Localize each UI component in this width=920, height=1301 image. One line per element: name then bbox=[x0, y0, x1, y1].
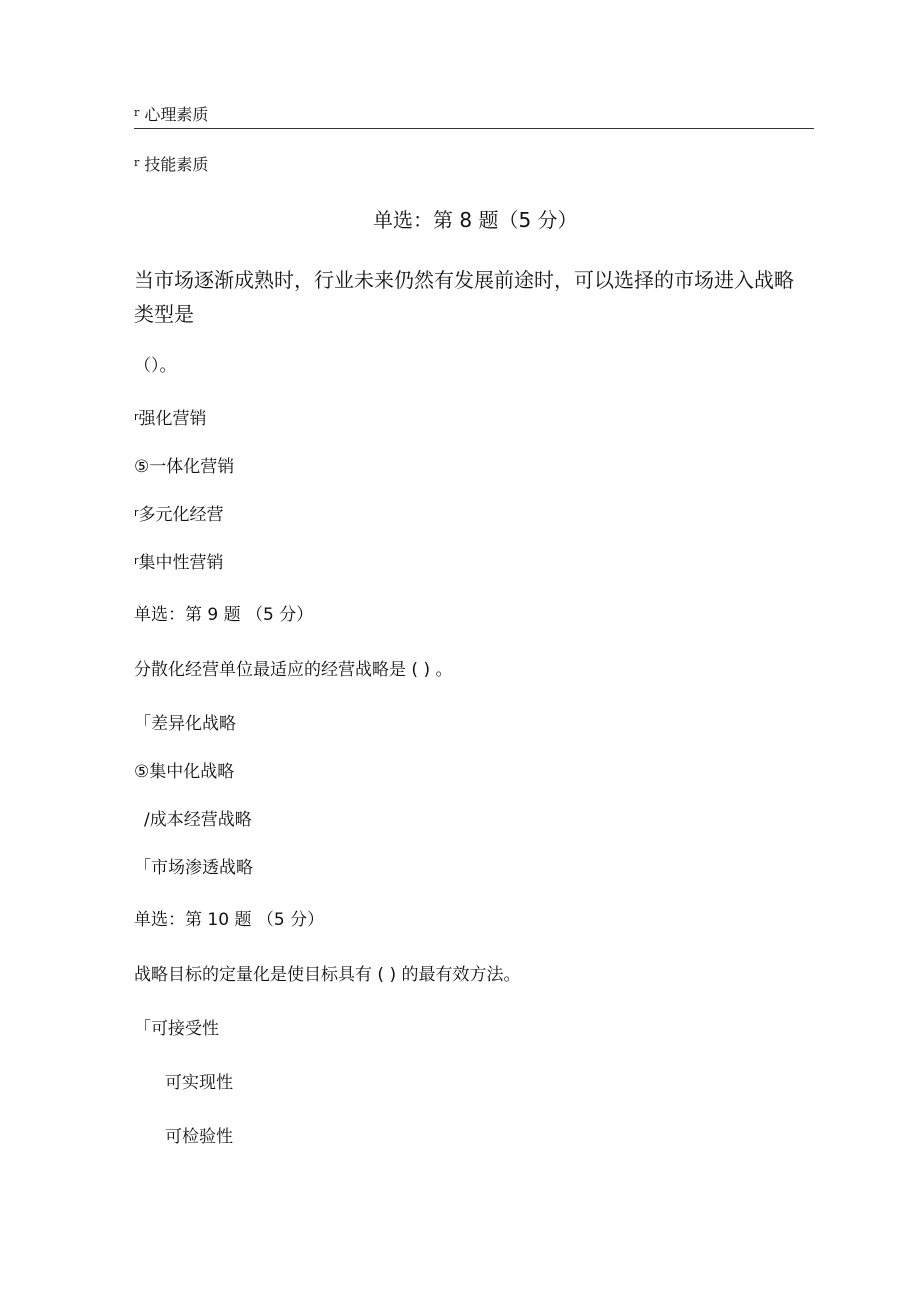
option-label: 差异化战略 bbox=[151, 714, 236, 734]
q8-option-3[interactable] bbox=[134, 507, 224, 524]
q9-option-1[interactable] bbox=[134, 716, 236, 733]
question-8-stem-line1: 当市场逐渐成熟时，行业未来仍然有发展前途时，可以选择的市场进入战略 bbox=[134, 268, 794, 292]
option-label: 可实现性 bbox=[165, 1073, 233, 1093]
radio-marker: 「 bbox=[134, 714, 151, 734]
question-10-stem: 战略目标的定量化是使目标具有 ( ) 的最有效方法。 bbox=[134, 965, 521, 985]
q10-option-3[interactable] bbox=[165, 1129, 233, 1146]
option-label: 可检验性 bbox=[165, 1127, 233, 1147]
q10-option-1[interactable] bbox=[134, 1021, 219, 1038]
option-label: 技能素质 bbox=[144, 155, 209, 174]
radio-marker: r bbox=[134, 156, 140, 169]
radio-marker: r bbox=[134, 506, 139, 519]
option-label: 多元化经营 bbox=[138, 505, 224, 525]
q9-option-4[interactable] bbox=[134, 860, 253, 877]
q9-option-2[interactable] bbox=[134, 764, 234, 781]
option-label: 可接受性 bbox=[151, 1019, 219, 1039]
radio-marker: 「 bbox=[134, 1019, 151, 1039]
q9-option-3[interactable] bbox=[144, 812, 252, 829]
radio-marker-selected: ⑤ bbox=[134, 762, 150, 782]
radio-marker-selected: ⑤ bbox=[134, 457, 150, 477]
question-8-stem-tail: （）。 bbox=[134, 356, 177, 376]
radio-marker: / bbox=[144, 810, 150, 830]
option-label: 集中化战略 bbox=[149, 762, 235, 782]
question-9-stem: 分散化经营单位最适应的经营战略是 ( ) 。 bbox=[134, 660, 453, 680]
q8-option-1[interactable] bbox=[134, 411, 207, 428]
radio-marker: r bbox=[134, 554, 139, 567]
radio-marker: r bbox=[134, 410, 139, 423]
option-label: 心理素质 bbox=[144, 105, 209, 124]
radio-marker: r bbox=[134, 106, 140, 119]
q8-option-4[interactable] bbox=[134, 555, 224, 572]
option-label: 成本经营战略 bbox=[149, 810, 252, 830]
divider bbox=[134, 128, 814, 129]
q10-option-2[interactable] bbox=[165, 1075, 233, 1092]
question-9-header: 单选：第 9 题 （5 分） bbox=[134, 605, 314, 625]
question-8-header: 单选：第 8 题（5 分） bbox=[373, 208, 578, 232]
option-label: 市场渗透战略 bbox=[151, 858, 253, 878]
option-label: 集中性营销 bbox=[138, 553, 224, 573]
option-label: 一体化营销 bbox=[149, 457, 235, 477]
prev-option-1[interactable] bbox=[134, 107, 208, 123]
question-10-header: 单选：第 10 题 （5 分） bbox=[134, 910, 325, 930]
radio-marker: 「 bbox=[134, 858, 151, 878]
prev-option-2[interactable] bbox=[134, 157, 208, 173]
question-8-stem-line2: 类型是 bbox=[134, 302, 194, 326]
option-label: 强化营销 bbox=[138, 409, 207, 429]
q8-option-2[interactable] bbox=[134, 459, 234, 476]
